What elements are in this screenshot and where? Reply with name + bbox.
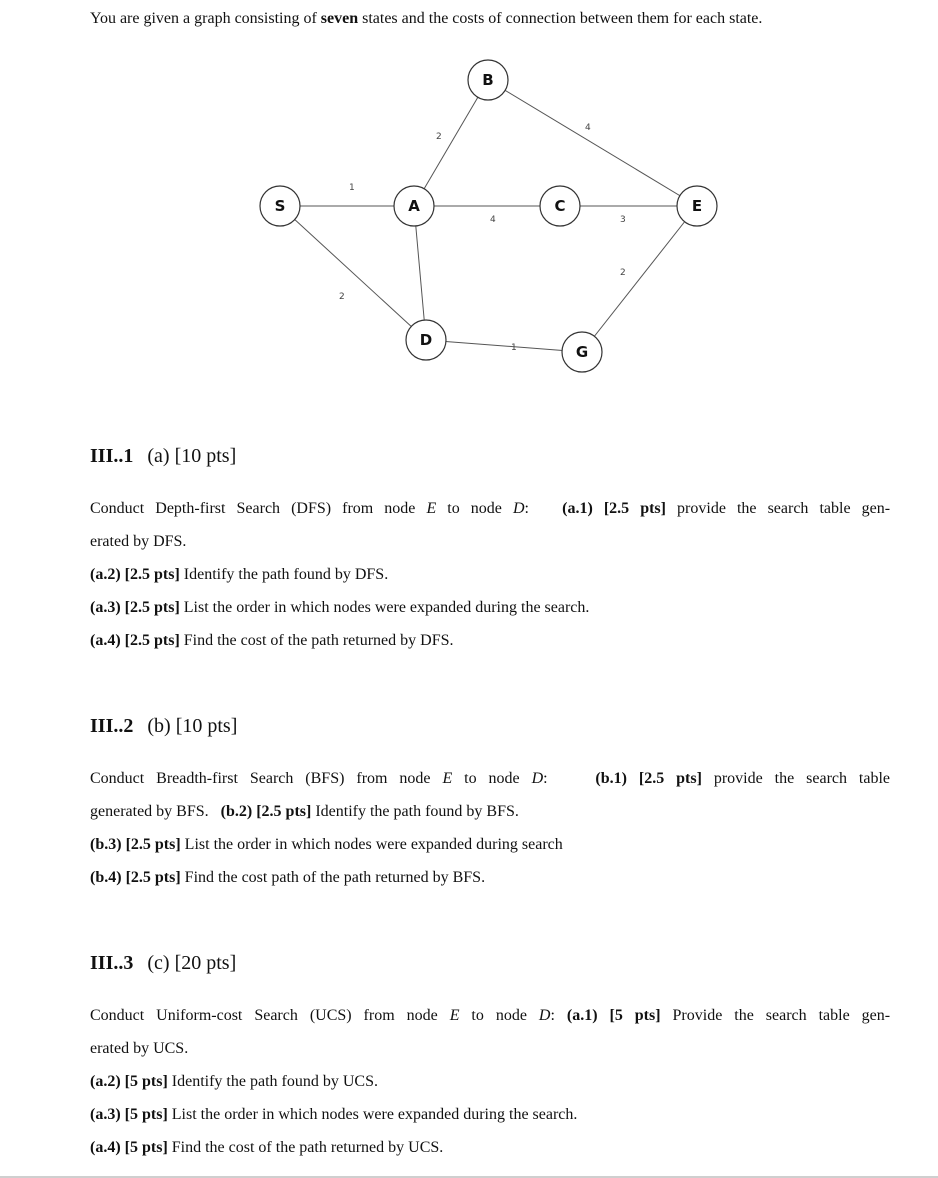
section-dfs-part: (a) <box>147 445 170 467</box>
edge-weight-g-e: 2 <box>620 268 626 278</box>
intro-suffix: states and the costs of connection between them for each state. <box>358 10 763 27</box>
section-dfs-line2: erated by DFS. <box>90 533 187 550</box>
section-bfs-part: (b) <box>147 715 171 737</box>
node-a-label: A <box>408 197 420 215</box>
edge-b-e <box>488 80 697 206</box>
section-ucs <box>90 951 890 1164</box>
section-bfs-line2: generated by BFS. (b.2) [2.5 pts] Identify the path found by BFS. <box>90 803 519 820</box>
section-dfs-body <box>90 492 890 657</box>
section-dfs-line1: Conduct Depth-first Search (DFS) from node E to node D: (a.1) [2.5 pts] provide the search table gen- <box>90 500 891 517</box>
node-c <box>540 186 580 226</box>
section-ucs-item-a3: (a.3) [5 pts] List the order in which nodes were expanded during the search. <box>90 1106 578 1123</box>
section-ucs-item-a4: (a.4) [5 pts] Find the cost of the path returned by UCS. <box>90 1139 444 1156</box>
section-bfs-points: [10 pts] <box>175 715 238 737</box>
section-dfs-points: [10 pts] <box>174 445 237 467</box>
edge-weight-c-e: 3 <box>620 215 626 225</box>
node-b <box>468 60 508 100</box>
edge-weight-b-e: 4 <box>585 123 591 133</box>
section-dfs <box>90 444 890 657</box>
node-g <box>562 332 602 372</box>
edge-weight-a-c: 4 <box>490 215 496 225</box>
edge-weight-a-b: 2 <box>436 132 442 142</box>
node-s <box>260 186 300 226</box>
node-s-label: S <box>274 197 286 215</box>
node-e <box>677 186 717 226</box>
section-bfs-item-b4: (b.4) [2.5 pts] Find the cost path of the path returned by BFS. <box>90 869 486 886</box>
section-bfs-heading <box>90 714 890 738</box>
section-ucs-part: (c) <box>147 952 170 974</box>
intro-prefix: You are given a graph consisting of <box>90 10 321 27</box>
section-dfs-heading <box>90 444 890 468</box>
section-bfs-item-b3: (b.3) [2.5 pts] List the order in which nodes were expanded during search <box>90 836 563 853</box>
section-dfs-item-a2: (a.2) [2.5 pts] Identify the path found by DFS. <box>90 566 389 583</box>
edge-weight-s-a: 1 <box>349 183 355 193</box>
section-ucs-line1: Conduct Uniform-cost Search (UCS) from node E to node D: (a.1) [5 pts] Provide the search table gen- <box>90 1007 891 1024</box>
section-ucs-number: III..3 <box>90 952 134 974</box>
edge-weight-d-g: 1 <box>511 343 517 353</box>
section-ucs-line2: erated by UCS. <box>90 1040 189 1057</box>
node-a <box>394 186 434 226</box>
node-e-label: E <box>691 197 703 215</box>
edge-weight-s-d: 2 <box>339 292 345 302</box>
section-ucs-item-a2: (a.2) [5 pts] Identify the path found by UCS. <box>90 1073 378 1090</box>
edge-a-b <box>414 80 488 206</box>
section-bfs-number: III..2 <box>90 715 134 737</box>
section-bfs <box>90 714 890 894</box>
section-bfs-line1: Conduct Breadth-first Search (BFS) from node E to node D: (b.1) [2.5 pts] provide the search table <box>90 770 891 787</box>
edge-s-d <box>280 206 426 340</box>
node-c-label: C <box>554 197 566 215</box>
section-ucs-heading <box>90 951 890 975</box>
node-g-label: G <box>575 343 589 361</box>
section-ucs-body <box>90 999 890 1164</box>
state-graph <box>0 0 938 420</box>
edge-g-e <box>582 206 697 352</box>
section-dfs-item-a3: (a.3) [2.5 pts] List the order in which nodes were expanded during the search. <box>90 599 590 616</box>
node-d-label: D <box>419 331 433 349</box>
section-ucs-points: [20 pts] <box>174 952 237 974</box>
node-d <box>406 320 446 360</box>
section-dfs-item-a4: (a.4) [2.5 pts] Find the cost of the path returned by DFS. <box>90 632 454 649</box>
edge-d-g <box>426 340 582 352</box>
section-dfs-number: III..1 <box>90 445 134 467</box>
intro-bold-word: seven <box>320 10 359 27</box>
section-bfs-body <box>90 762 890 894</box>
node-b-label: B <box>482 71 494 89</box>
